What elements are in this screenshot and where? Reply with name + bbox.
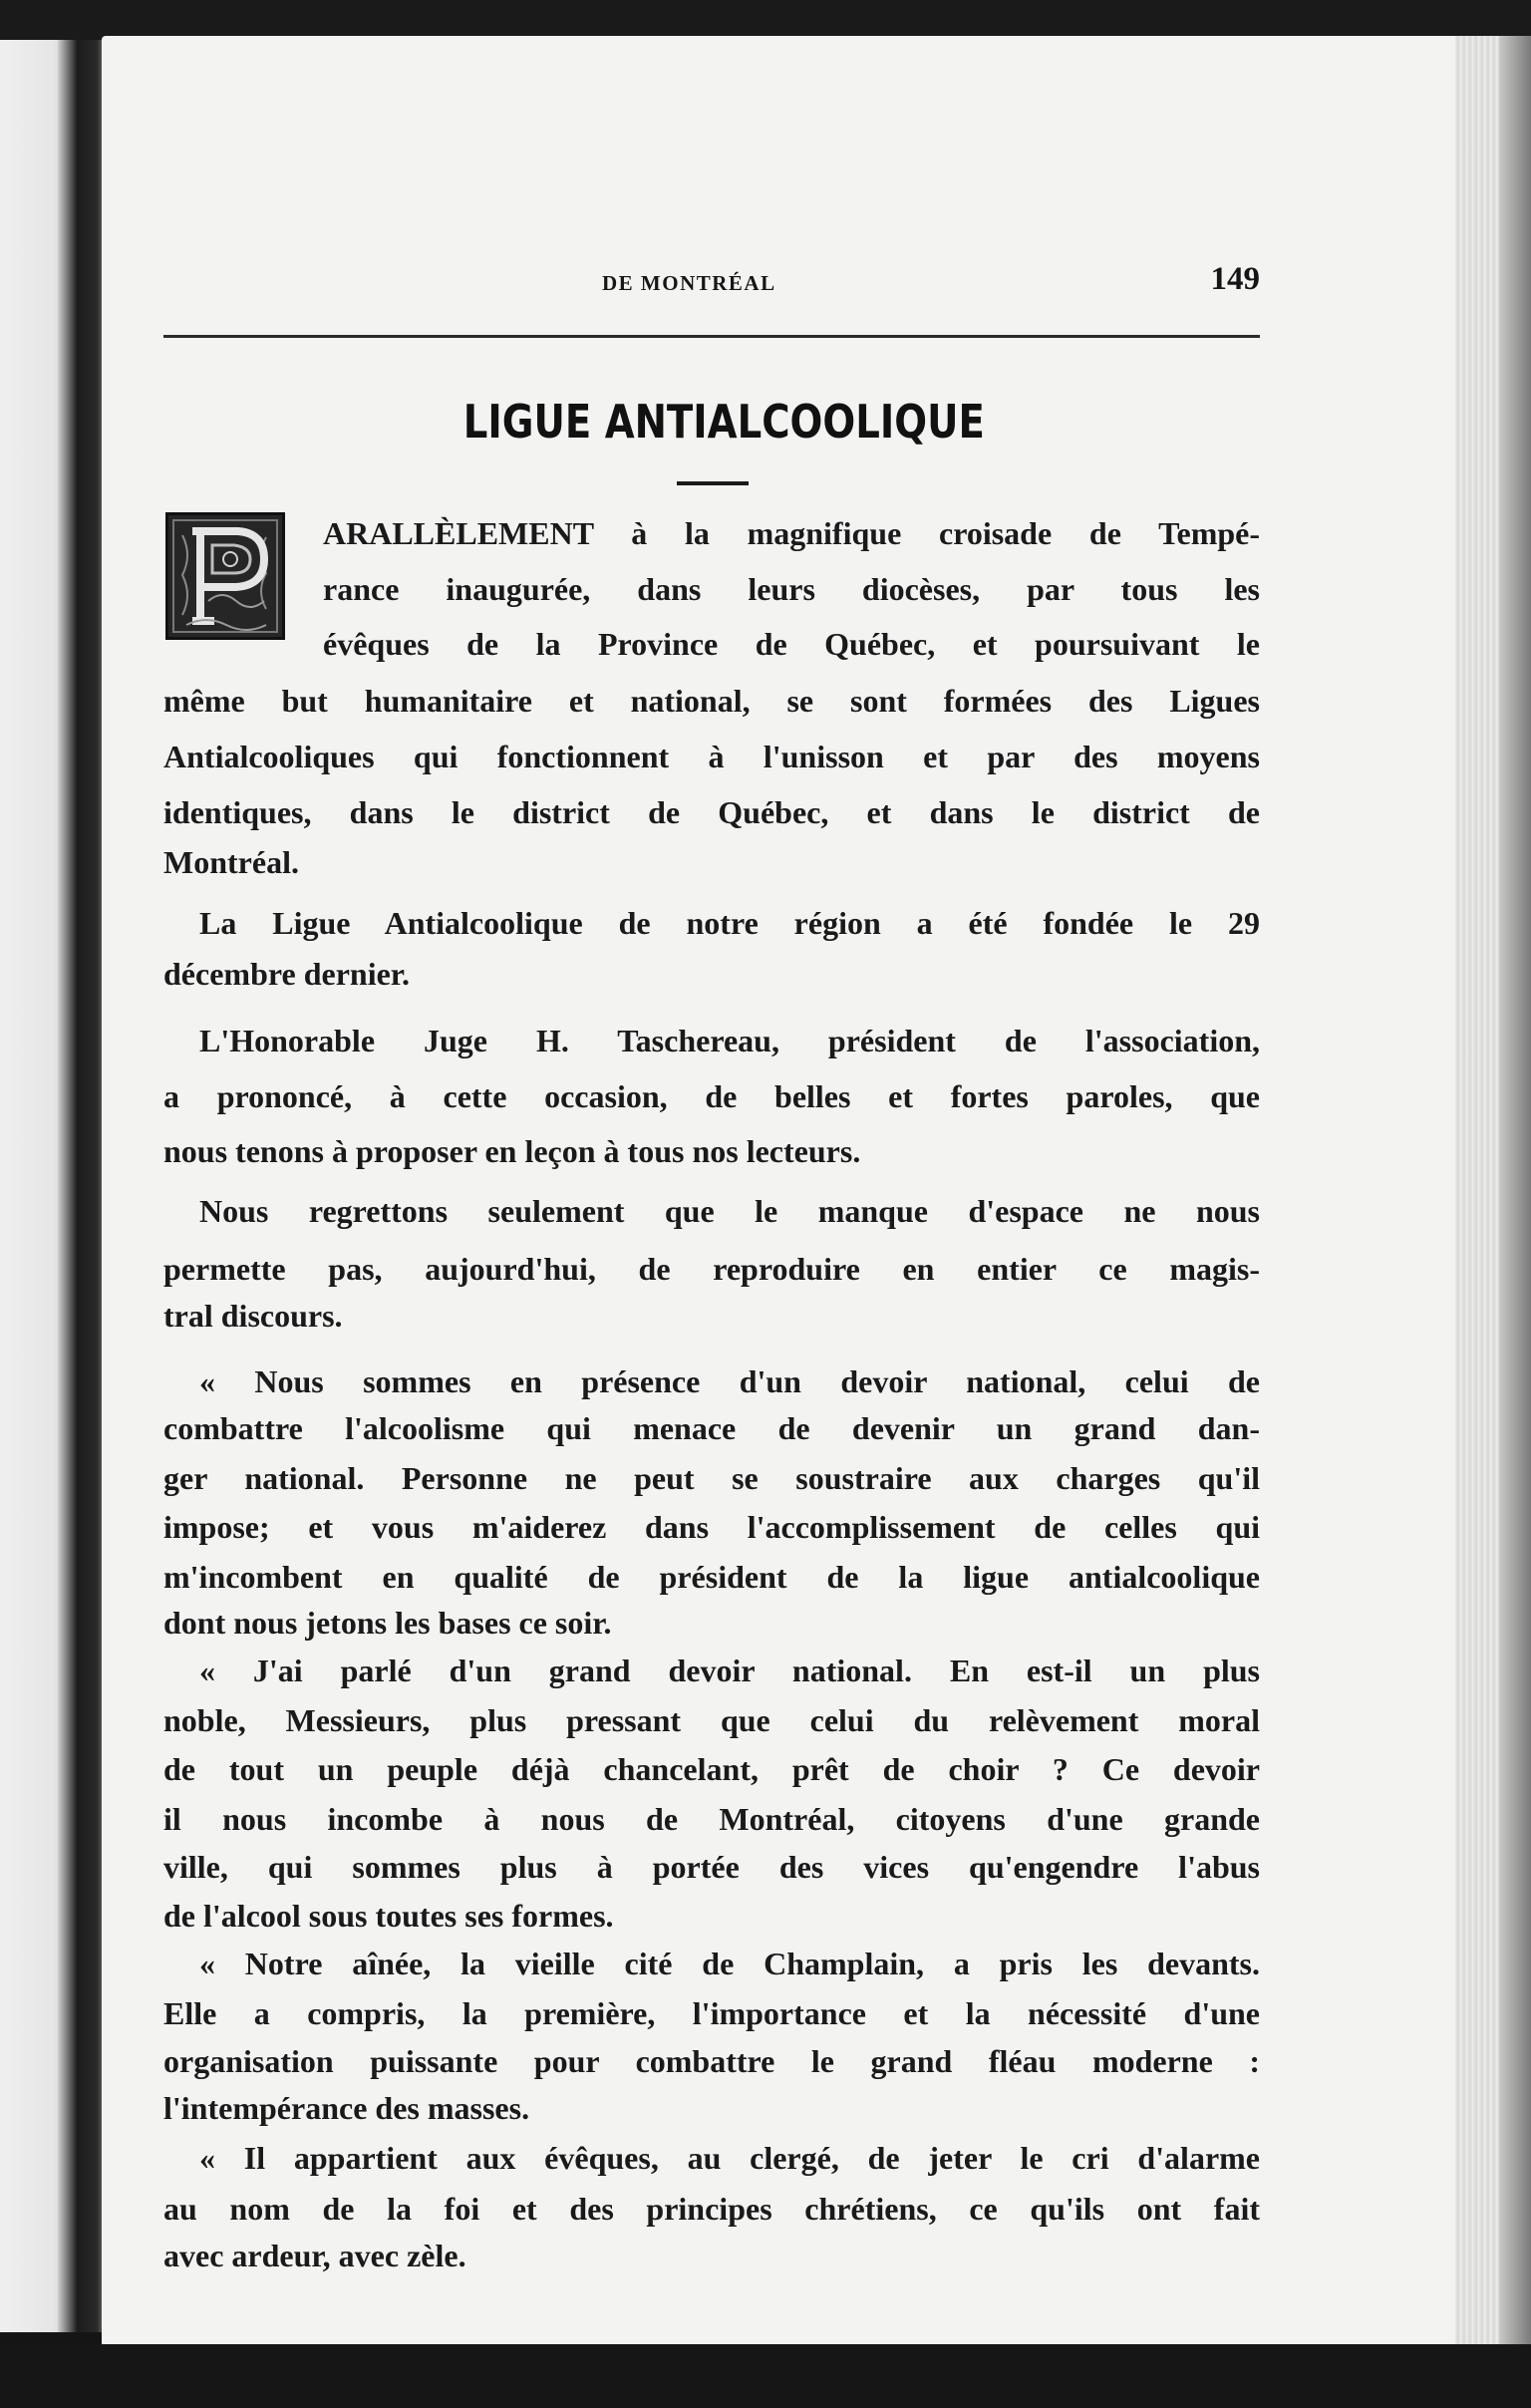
text-line: combattre l'alcoolisme qui menace de devenir un grand dan-: [163, 1410, 1260, 1446]
text-line: L'Honorable Juge H. Taschereau, président de l'association,: [199, 1023, 1260, 1058]
text-line: ARALLÈLEMENT à la magnifique croisade de Tempé-: [323, 515, 1260, 551]
text-line: La Ligue Antialcoolique de notre région a été fondée le 29: [199, 905, 1260, 941]
text-line: a prononcé, à cette occasion, de belles et fortes paroles, que: [163, 1078, 1260, 1114]
text-line: « Notre aînée, la vieille cité de Champlain, a pris les devants.: [199, 1946, 1260, 1981]
text-line: ger national. Personne ne peut se soustraire aux charges qu'il: [163, 1460, 1260, 1496]
page-stack-edge: [1455, 36, 1531, 2344]
text-line: nous tenons à proposer en leçon à tous nos lecteurs.: [163, 1133, 861, 1169]
text-line: identiques, dans le district de Québec, et dans le district de: [163, 794, 1260, 830]
text-line: au nom de la foi et des principes chrétiens, ce qu'ils ont fait: [163, 2191, 1260, 2227]
running-header: [163, 261, 1260, 301]
text-line: Nous regrettons seulement que le manque d'espace ne nous: [199, 1193, 1260, 1229]
text-line: rance inaugurée, dans leurs diocèses, par tous les: [323, 571, 1260, 607]
text-line: « Il appartient aux évêques, au clergé, de jeter le cri d'alarme: [199, 2140, 1260, 2176]
text-line: permette pas, aujourd'hui, de reproduire en entier ce magis-: [163, 1251, 1260, 1287]
running-head-title: DE MONTRÉAL: [602, 271, 776, 295]
text-line: « Nous sommes en présence d'un devoir national, celui de: [199, 1363, 1260, 1399]
header-rule: [163, 335, 1260, 338]
page-number: 149: [1210, 261, 1260, 297]
text-line: même but humanitaire et national, se sont formées des Ligues: [163, 683, 1260, 719]
text-line: ville, qui sommes plus à portée des vices qu'engendre l'abus: [163, 1849, 1260, 1885]
text-line: décembre dernier.: [163, 956, 411, 992]
text-line: Antialcooliques qui fonctionnent à l'unisson et par des moyens: [163, 739, 1260, 774]
text-line: dont nous jetons les bases ce soir.: [163, 1605, 612, 1641]
text-line: impose; et vous m'aiderez dans l'accomplissement de celles qui: [163, 1509, 1260, 1545]
text-line: Elle a compris, la première, l'importance et la nécessité d'une: [163, 1995, 1260, 2031]
text-line: Montréal.: [163, 844, 299, 880]
text-line: l'intempérance des masses.: [163, 2090, 530, 2126]
text-line: m'incombent en qualité de président de la ligue antialcoolique: [163, 1559, 1260, 1595]
text-line: organisation puissante pour combattre le grand fléau moderne :: [163, 2043, 1260, 2079]
text-line: « J'ai parlé d'un grand devoir national. En est-il un plus: [199, 1653, 1260, 1688]
ornamental-p-icon: [168, 515, 282, 637]
title-rule: [677, 481, 749, 485]
text-line: avec ardeur, avec zèle.: [163, 2238, 466, 2273]
text-line: de l'alcool sous toutes ses formes.: [163, 1898, 614, 1934]
text-line: tral discours.: [163, 1298, 343, 1334]
section-title: LIGUE ANTIALCOOLIQUE: [462, 395, 985, 449]
text-line: il nous incombe à nous de Montréal, citoyens d'une grande: [163, 1801, 1260, 1837]
drop-cap-initial: [165, 512, 285, 640]
text-line: noble, Messieurs, plus pressant que celui du relèvement moral: [163, 1702, 1260, 1738]
scan-bottom-border: [0, 2344, 1531, 2408]
text-line: de tout un peuple déjà chancelant, prêt de choir ? Ce devoir: [163, 1751, 1260, 1787]
text-line: évêques de la Province de Québec, et poursuivant le: [323, 626, 1260, 662]
